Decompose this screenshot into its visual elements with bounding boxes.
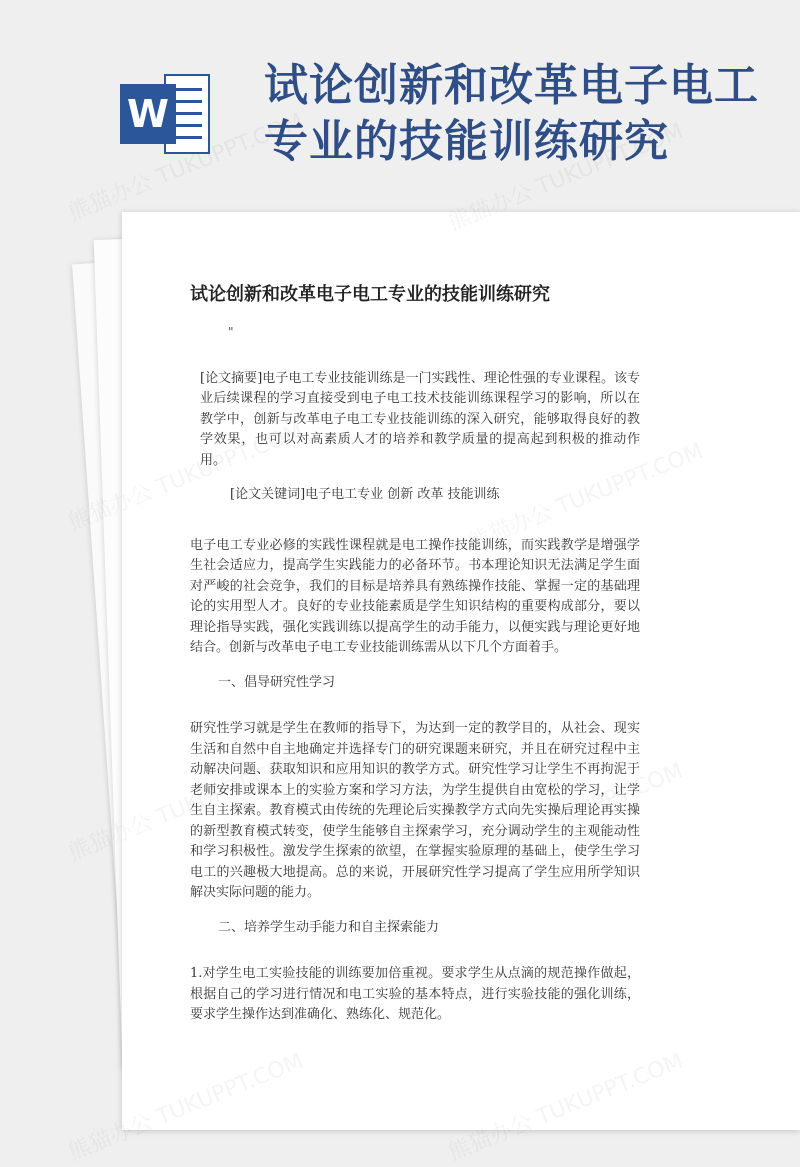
document-title: 试论创新和改革电子电工专业的技能训练研究 [190, 284, 550, 305]
intro-paragraph: 电子电工专业必修的实践性课程就是电工操作技能训练，而实践教学是增强学生社会适应力，提高学生实践能力的必备环节。书本理论知识无法满足学生面对严峻的社会竞争，我们的目标是培养具有熟练操作技能、掌握一定的基础理论的实用型人才。良好的专业技能素质是学生知识结构的重要构成部分，要以理论指导实践，强化实践训练以提高学生的动手能力，以便实践与理论更好地结合。创新与改革电子电工专业技能训练需从以下几个方面着手。 [190, 537, 640, 655]
document-content [190, 282, 640, 1026]
banner [0, 0, 800, 200]
keywords-line: [论文关键词]电子电工专业 创新 改革 技能训练 [230, 487, 500, 502]
abstract-paragraph: [论文摘要]电子电工专业技能训练是一门实践性、理论性强的专业课程。该专业后续课程的学习直接受到电子电工技术技能训练课程学习的影响，所以在教学中，创新与改革电子电工专业技能训练的深入研究，能够取得良好的教学效果，也可以对高素质人才的培养和教学质量的提高起到积极的推动作用。 [200, 370, 640, 468]
word-letter-badge: W [120, 84, 176, 144]
section-heading-2: 二、培养学生动手能力和自主探索能力 [218, 919, 440, 935]
section-heading-1: 一、倡导研究性学习 [218, 674, 336, 690]
quote-mark: " [228, 325, 234, 339]
section-1-paragraph: 研究性学习就是学生在教师的指导下，为达到一定的教学目的，从社会、现实生活和自然中自主地确定并选择专门的研究课题来研究，并且在研究过程中主动解决问题、获取知识和应用知识的教学方式。研究性学习让学生不再拘泥于老师安排或课本上的实验方案和学习方法，为学生提供自由宽松的学习，让学生自主探索。教育模式由传统的先理论后实操教学方式向先实操后理论再实操的新型教育模式转变，使学生能够自主探索学习，充分调动学生的主观能动性和学习积极性。激发学生探索的欲望，在掌握实验原理的基础上，使学生学习电工的兴趣极大地提高。总的来说，开展研究性学习提高了学生应用所学知识解决实际问题的能力。 [190, 721, 640, 900]
banner-title: 试论创新和改革电子电工专业的技能训练研究 [264, 60, 759, 167]
word-document-icon [120, 66, 210, 162]
section-2-paragraph: 1.对学生电工实验技能的训练要加倍重视。要求学生从点滴的规范操作做起，根据自己的学习进行情况和电工实验的基本特点，进行实验技能的强化训练，要求学生操作达到准确化、熟练化、规范化。 [190, 966, 640, 1022]
